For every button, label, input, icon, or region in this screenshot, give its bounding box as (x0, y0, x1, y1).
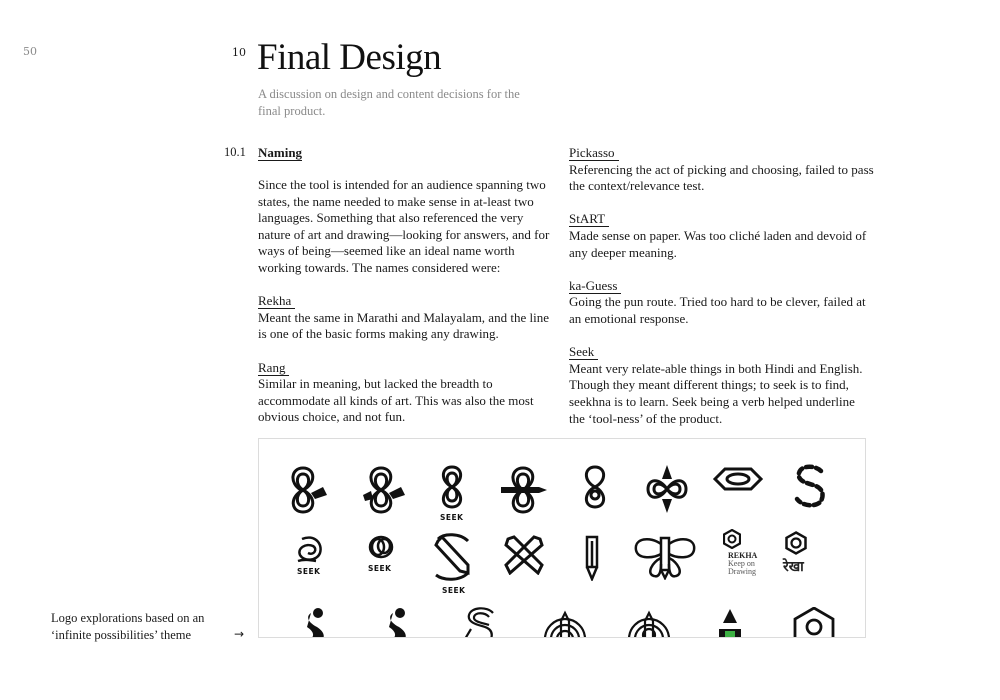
arrow-right-icon: → (234, 627, 245, 641)
infinity-diamond-logo (645, 463, 689, 515)
infinity-s-seek-logo (439, 465, 465, 509)
seek-label: SEEK (440, 513, 464, 522)
green-pencil-logo (715, 609, 745, 638)
name-description: Made sense on paper. Was too cliché laden and devoid of any deeper meaning. (569, 227, 867, 260)
right-column (569, 145, 874, 444)
page-number: 50 (23, 45, 37, 58)
dashed-s-logo (793, 463, 827, 509)
scribble-circle-seek-logo (296, 535, 324, 563)
butterfly-pencil-logo (632, 534, 698, 580)
logo-explorations-panel (258, 438, 866, 638)
name-description: Referencing the act of picking and choosing, failed to pass the context/relevance test. (569, 161, 874, 194)
hexagon-eye-logo (713, 467, 763, 491)
name-description: Meant very relate-able things in both Hindi and English. Though they meant different things; to seek is to find, seekhna is to learn. Seek being a verb helped underline the ‘tool-ness’ of the product. (569, 360, 863, 426)
name-description: Similar in meaning, but lacked the breadth to accommodate all kinds of art. This was also the most obvious choice, and not fun. (258, 376, 534, 425)
bold-s-logo (303, 607, 329, 638)
rekha-devanagari-hexagon-logo (785, 531, 807, 555)
hexagon-nut-logo (793, 607, 835, 638)
seek-label: SEEK (442, 586, 466, 595)
seek-label: SEEK (368, 564, 392, 573)
name-entry (569, 211, 874, 261)
seek-label: SEEK (297, 567, 321, 576)
name-label: Seek (569, 344, 598, 360)
name-label: StART (569, 211, 609, 227)
name-entry (258, 293, 558, 343)
name-entry (258, 360, 558, 426)
name-entry (569, 344, 874, 427)
infinity-s-double-pencil-logo (359, 465, 409, 515)
scribble-ball-seek-logo (367, 534, 395, 560)
infinity-s-compact-logo (582, 465, 608, 509)
name-entry (569, 278, 874, 328)
page-title: Final Design (257, 37, 442, 78)
section-number: 10.1 (224, 145, 246, 159)
intro-paragraph: Since the tool is intended for an audience spanning two states, the name needed to make sense in at-least two languages. Something that also referenced the very nature of art and drawing—looking for answers, and for ways of being—seemed like an ideal name worth working towards. The names considered were: (258, 177, 550, 275)
pencil-s-seek-logo (432, 533, 472, 581)
chapter-subtitle: A discussion on design and content decisions for the final product. (258, 87, 520, 118)
section-title: Naming (258, 145, 303, 160)
chapter-number: 10 (232, 46, 246, 59)
name-label: Rang (258, 360, 289, 376)
rekha-tagline-line2: Drawing (728, 567, 756, 576)
name-label: ka-Guess (569, 278, 621, 294)
name-description: Meant the same in Marathi and Malayalam, and the line is one of the basic forms making any drawing. (258, 309, 549, 342)
rekha-wordmark: REKHA (728, 551, 758, 560)
pencil-logo (585, 535, 599, 581)
name-entry (569, 145, 874, 195)
outline-s-logo (463, 607, 497, 638)
rekha-tagline-line1: Keep on (728, 559, 755, 568)
left-column (258, 145, 558, 443)
figure-caption: Logo explorations based on an ‘infinite possibilities’ theme (51, 611, 205, 642)
rekha-hexagon-logo (723, 529, 741, 549)
name-description: Going the pun route. Tried too hard to be clever, failed at an emotional response. (569, 294, 866, 326)
name-label: Rekha (258, 293, 295, 309)
concentric-pencil-logo (543, 609, 587, 638)
concentric-pencil-variant-logo (627, 609, 671, 638)
bold-s-variant-logo (385, 607, 411, 638)
rekha-devanagari-label: रेखा (783, 559, 804, 575)
infinity-s-pencil-logo (287, 465, 333, 515)
name-label: Pickasso (569, 145, 619, 161)
infinity-s-horizontal-pencil-logo (499, 465, 549, 515)
crossed-pencils-logo (504, 535, 544, 575)
